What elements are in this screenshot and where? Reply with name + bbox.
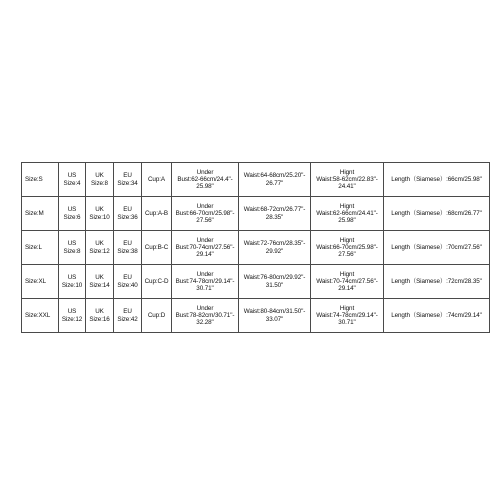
uk-size-cell: UK Size:14 (86, 265, 114, 299)
us-size-cell: US Size:12 (59, 299, 86, 333)
us-size-cell: US Size:6 (59, 197, 86, 231)
hight-waist-cell: Hignt Waist:62-66cm/24.41"- 25.98" (311, 197, 384, 231)
length-cell: Length（Siamese）:74cm/29.14" (384, 299, 490, 333)
under-bust-cell: Under Bust:66-70cm/25.98"- 27.56" (172, 197, 239, 231)
hight-waist-cell: Hignt Waist:58-62cm/22.83"- 24.41" (311, 163, 384, 197)
size-cell: Size:XXL (22, 299, 59, 333)
table-row (22, 163, 490, 197)
size-cell: Size:M (22, 197, 59, 231)
under-bust-cell: Under Bust:70-74cm/27.56"- 29.14" (172, 231, 239, 265)
table-row (22, 231, 490, 265)
under-bust-cell: Under Bust:62-66cm/24.4"- 25.98" (172, 163, 239, 197)
waist-cell: Waist:68-72cm/26.77"- 28.35" (239, 197, 311, 231)
length-cell: Length（Siamese）:68cm/26.77" (384, 197, 490, 231)
waist-cell: Waist:80-84cm/31.50"- 33.07" (239, 299, 311, 333)
size-chart-table (21, 162, 490, 333)
hight-waist-cell: Hignt Waist:74-78cm/29.14"- 30.71" (311, 299, 384, 333)
size-cell: Size:XL (22, 265, 59, 299)
table-row (22, 197, 490, 231)
cup-cell: Cup:A (142, 163, 172, 197)
waist-cell: Waist:72-76cm/28.35"- 29.92" (239, 231, 311, 265)
waist-cell: Waist:76-80cm/29.92"- 31.50" (239, 265, 311, 299)
us-size-cell: US Size:10 (59, 265, 86, 299)
length-cell: Length（Siamese）:72cm/28.35" (384, 265, 490, 299)
us-size-cell: US Size:4 (59, 163, 86, 197)
uk-size-cell: UK Size:8 (86, 163, 114, 197)
eu-size-cell: EU Size:38 (114, 231, 142, 265)
cup-cell: Cup:C-D (142, 265, 172, 299)
uk-size-cell: UK Size:16 (86, 299, 114, 333)
cup-cell: Cup:B-C (142, 231, 172, 265)
hight-waist-cell: Hignt Waist:70-74cm/27.56"- 29.14" (311, 265, 384, 299)
under-bust-cell: Under Bust:74-78cm/29.14"- 30.71" (172, 265, 239, 299)
eu-size-cell: EU Size:40 (114, 265, 142, 299)
size-cell: Size:L (22, 231, 59, 265)
cup-cell: Cup:D (142, 299, 172, 333)
cup-cell: Cup:A-B (142, 197, 172, 231)
table-row (22, 265, 490, 299)
eu-size-cell: EU Size:34 (114, 163, 142, 197)
uk-size-cell: UK Size:12 (86, 231, 114, 265)
table-row (22, 299, 490, 333)
eu-size-cell: EU Size:42 (114, 299, 142, 333)
length-cell: Length（Siamese）:66cm/25.98" (384, 163, 490, 197)
hight-waist-cell: Hignt Waist:66-70cm/25.98"- 27.56" (311, 231, 384, 265)
size-cell: Size:S (22, 163, 59, 197)
under-bust-cell: Under Bust:78-82cm/30.71"- 32.28" (172, 299, 239, 333)
waist-cell: Waist:64-68cm/25.20"- 26.77" (239, 163, 311, 197)
uk-size-cell: UK Size:10 (86, 197, 114, 231)
eu-size-cell: EU Size:36 (114, 197, 142, 231)
us-size-cell: US Size:8 (59, 231, 86, 265)
length-cell: Length（Siamese）:70cm/27.56" (384, 231, 490, 265)
